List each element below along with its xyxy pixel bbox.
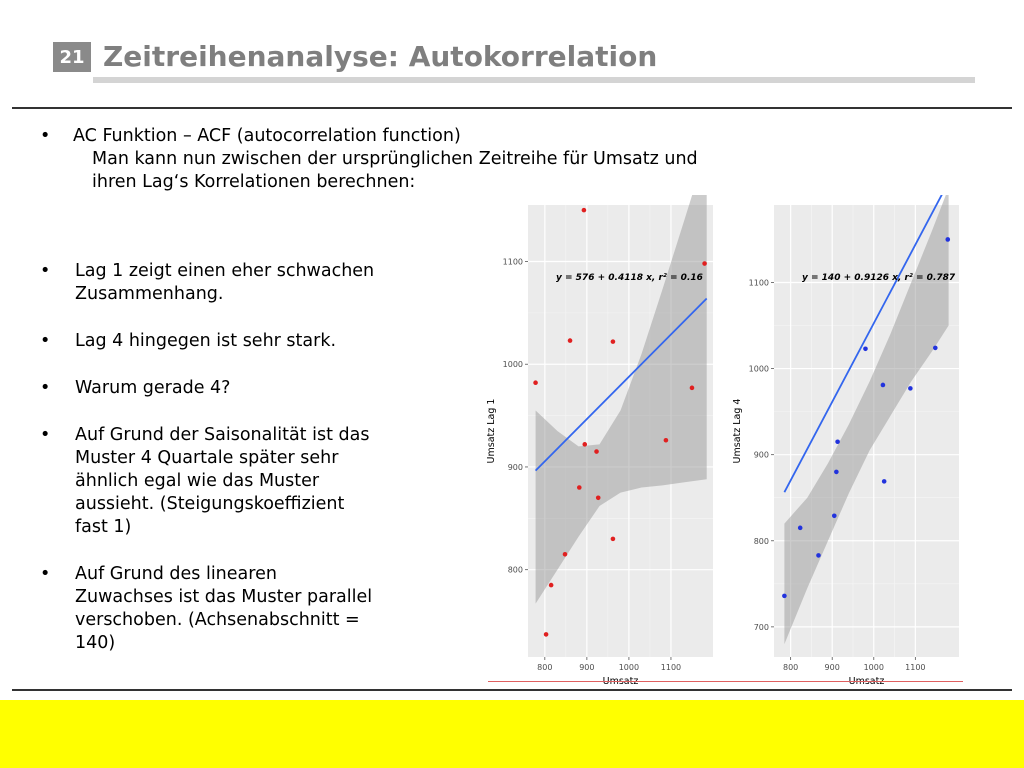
x-tick-label: 1100	[905, 663, 926, 672]
intro-bullet	[40, 125, 820, 148]
top-divider	[12, 107, 1012, 109]
data-point	[834, 470, 839, 475]
x-tick-label: 1100	[660, 663, 682, 672]
data-point	[563, 552, 568, 557]
bullet-list	[40, 260, 435, 679]
bullet-text: Lag 4 hingegen ist sehr stark.	[75, 331, 337, 351]
data-point	[881, 383, 886, 388]
x-tick-label: 800	[537, 663, 553, 672]
data-point	[611, 339, 616, 344]
data-point	[798, 526, 803, 531]
bullet-text: Auf Grund der Saisonalität ist das Muster 4 Quartale später sehr ähnlich egal wie das Muster aussieht. (Steigungskoeffizient fast 1)	[75, 425, 370, 537]
data-point	[702, 261, 707, 266]
data-point	[782, 594, 787, 599]
x-tick-label: 1000	[863, 663, 884, 672]
lag4-scatter-svg	[726, 195, 971, 685]
footer-band	[0, 700, 1024, 768]
bullet-item	[40, 424, 435, 539]
data-point	[945, 237, 950, 242]
y-tick-label: 900	[507, 462, 523, 472]
data-point	[582, 208, 587, 213]
bullet-item	[40, 260, 435, 306]
x-tick-label: 900	[824, 663, 840, 672]
data-point	[533, 380, 538, 385]
y-tick-label: 800	[753, 536, 769, 546]
title-underline	[93, 77, 975, 83]
data-point	[549, 583, 554, 588]
data-point	[835, 439, 840, 444]
data-point	[544, 632, 549, 637]
bullet-text: Warum gerade 4?	[75, 378, 231, 398]
y-tick-label: 800	[507, 565, 523, 575]
y-tick-label: 900	[753, 450, 769, 460]
intro-line: ihren Lag‘s Korrelationen berechnen:	[92, 172, 416, 192]
x-tick-label: 900	[579, 663, 595, 672]
data-point	[908, 386, 913, 391]
bullet-text: Auf Grund des linearen Zuwachses ist das Muster parallel verschoben. (Achsenabschnitt = 140)	[75, 564, 373, 653]
intro-bullet-text: AC Funktion – ACF (autocorrelation function)	[73, 126, 461, 146]
lag1-scatter-svg	[480, 195, 725, 685]
data-point	[577, 485, 582, 490]
data-point	[832, 514, 837, 519]
data-point	[582, 442, 587, 447]
bullet-icon: •	[40, 378, 51, 398]
regression-equation: y = 576 + 0.4118 x, r² = 0.16	[556, 273, 703, 283]
bullet-text: Lag 1 zeigt einen eher schwachen Zusammenhang.	[75, 261, 375, 304]
data-point	[594, 449, 599, 454]
bullet-item	[40, 377, 435, 400]
regression-equation: y = 140 + 0.9126 x, r² = 0.787	[802, 273, 956, 283]
bullet-item	[40, 563, 435, 655]
bullet-icon: •	[40, 126, 51, 146]
data-point	[863, 346, 868, 351]
bullet-icon: •	[40, 331, 51, 351]
data-point	[596, 495, 601, 500]
y-tick-label: 1100	[502, 257, 523, 267]
lag1-scatter-chart	[480, 195, 725, 689]
slide-title: Zeitreihenanalyse: Autokorrelation	[103, 40, 658, 73]
data-point	[690, 386, 695, 391]
bullet-item	[40, 330, 435, 353]
data-point	[664, 438, 669, 443]
data-point	[611, 537, 616, 542]
bullet-icon: •	[40, 564, 51, 584]
lag4-scatter-chart	[726, 195, 971, 689]
data-point	[882, 479, 887, 484]
intro-line: Man kann nun zwischen der ursprünglichen Zeitreihe für Umsatz und	[92, 149, 698, 169]
bullet-icon: •	[40, 425, 51, 445]
data-point	[568, 338, 573, 343]
x-tick-label: 800	[782, 663, 799, 672]
y-axis-title: Umsatz Lag 4	[732, 398, 743, 464]
slide-number: 21	[53, 42, 91, 72]
data-point	[816, 553, 821, 558]
bullet-icon: •	[40, 261, 51, 281]
y-tick-label: 1000	[502, 360, 523, 370]
y-tick-label: 1000	[748, 364, 769, 374]
intro-text	[40, 125, 820, 194]
y-tick-label: 700	[753, 622, 769, 632]
chart-baseline	[488, 681, 963, 682]
data-point	[933, 346, 938, 351]
x-tick-label: 1000	[618, 663, 640, 672]
y-tick-label: 1100	[748, 278, 769, 288]
y-axis-title: Umsatz Lag 1	[486, 398, 497, 464]
bottom-divider	[12, 689, 1012, 691]
